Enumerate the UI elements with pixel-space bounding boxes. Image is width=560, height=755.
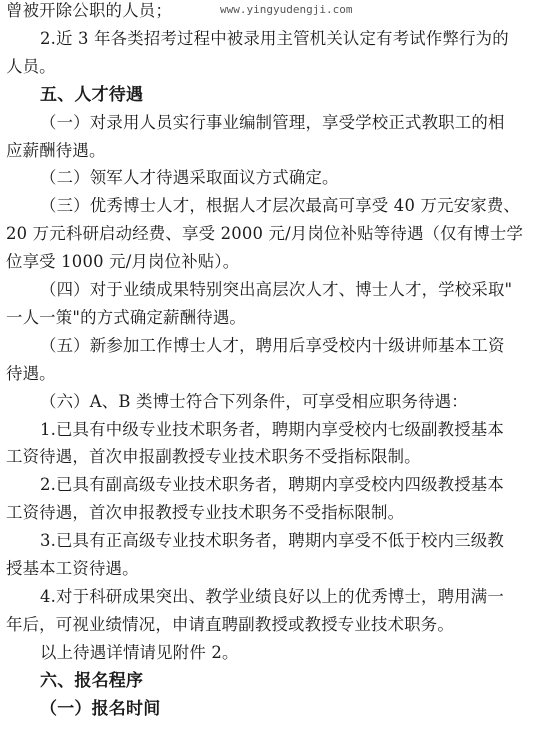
text-line: 年后，可视业绩情况，申请直聘副教授或教授专业技术职务。 bbox=[6, 614, 454, 634]
text-line: （二）领军人才待遇采取面议方式确定。 bbox=[40, 168, 339, 188]
text-line: 曾被开除公职的人员； bbox=[6, 1, 172, 20]
text-line: （一）对录用人员实行事业编制管理，享受学校正式教职工的相 bbox=[40, 112, 505, 132]
text-line: 待遇。 bbox=[6, 363, 56, 383]
text-line: 一人一策"的方式确定薪酬待遇。 bbox=[6, 307, 247, 327]
subsection-heading: （一）报名时间 bbox=[40, 698, 161, 719]
text-line: 4.对于科研成果突出、教学业绩良好以上的优秀博士，聘用满一 bbox=[40, 586, 504, 606]
text-line: 位享受 1000 元/月岗位补贴）。 bbox=[6, 252, 240, 272]
text-line: 人员。 bbox=[6, 56, 56, 76]
text-line: 3.已具有正高级专业技术职务者，聘期内享受不低于校内三级教 bbox=[40, 531, 504, 551]
text-line: （三）优秀博士人才，根据人才层次最高可享受 40 万元安家费、 bbox=[40, 196, 521, 216]
text-line: 1.已具有中级专业技术职务者，聘期内享受校内七级副教授基本 bbox=[40, 419, 504, 439]
text-line: （四）对于业绩成果特别突出高层次人才、博士人才，学校采取" bbox=[40, 280, 513, 299]
text-line: 应薪酬待遇。 bbox=[6, 140, 106, 160]
section-heading: 六、报名程序 bbox=[40, 670, 144, 691]
text-line: 20 万元科研启动经费、享受 2000 元/月岗位补贴等待遇（仅有博士学 bbox=[6, 224, 524, 244]
text-line: （五）新参加工作博士人才，聘用后享受校内十级讲师基本工资 bbox=[40, 335, 505, 355]
text-line: 授基本工资待遇。 bbox=[6, 559, 139, 578]
text-line: 工资待遇，首次申报副教授专业技术职务不受指标限制。 bbox=[6, 447, 421, 467]
site-watermark: www.yingyudengji.com bbox=[220, 3, 353, 16]
text-line: （六）A、B 类博士符合下列条件，可享受相应职务待遇： bbox=[40, 391, 468, 411]
text-line: 2.近 3 年各类招考过程中被录用主管机关认定有考试作弊行为的 bbox=[40, 28, 509, 48]
text-line: 2.已具有副高级专业技术职务者，聘期内享受校内四级教授基本 bbox=[40, 475, 504, 495]
text-line: 工资待遇，首次申报教授专业技术职务不受指标限制。 bbox=[6, 503, 405, 523]
text-line: 以上待遇详情请见附件 2。 bbox=[40, 642, 239, 662]
section-heading: 五、人才待遇 bbox=[40, 84, 144, 105]
